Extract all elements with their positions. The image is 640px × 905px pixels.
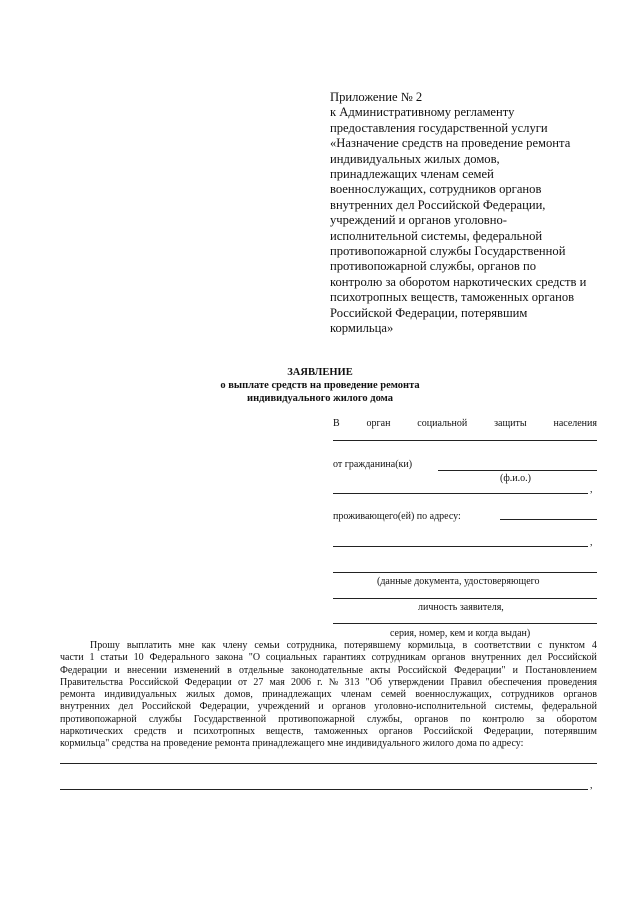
addressee-word: В bbox=[333, 418, 340, 429]
body-word: закона bbox=[215, 652, 243, 664]
body-word: с bbox=[537, 640, 543, 651]
body-word: как bbox=[201, 640, 216, 651]
body-line bbox=[60, 689, 597, 701]
body-word: учреждений bbox=[257, 701, 310, 713]
house-address-field[interactable] bbox=[60, 763, 597, 764]
body-word: сотрудников bbox=[501, 689, 554, 701]
body-word: сотрудника, bbox=[286, 640, 338, 651]
residence-label: проживающего(ей) по адресу: bbox=[333, 511, 461, 522]
body-word: семьи bbox=[254, 640, 280, 651]
body-word: уголовно-исполнительной bbox=[374, 701, 487, 713]
body-word: домов, bbox=[224, 689, 253, 701]
body-word: внутренних bbox=[60, 701, 111, 713]
body-word: Постановлением bbox=[525, 664, 597, 676]
document-subtitle-line: о выплате средств на проведение ремонта bbox=[220, 380, 420, 391]
body-word: контролю bbox=[482, 713, 525, 725]
body-word: и bbox=[318, 701, 324, 713]
body-word: службы, bbox=[366, 713, 403, 725]
id-document-field[interactable] bbox=[333, 598, 597, 599]
body-word: веществ, bbox=[265, 726, 304, 738]
addressee-word: социальной bbox=[417, 418, 468, 429]
body-word: таможенных bbox=[314, 726, 369, 738]
body-word: члену bbox=[222, 640, 248, 651]
id-document-hint: личность заявителя, bbox=[418, 602, 504, 613]
body-word: потерявшим bbox=[544, 726, 597, 738]
body-word: дел bbox=[118, 701, 134, 713]
body-word: законодательные bbox=[290, 664, 363, 676]
body-word: психотропных bbox=[193, 726, 256, 738]
appendix-line: индивидуальных жилых домов, bbox=[330, 151, 500, 166]
appendix-line: военнослужащих, сотрудников органов bbox=[330, 182, 542, 197]
document-subtitle-line: индивидуального жилого дома bbox=[247, 393, 393, 404]
body-word: органов bbox=[563, 689, 597, 701]
body-word: службы bbox=[148, 713, 182, 725]
body-word: семей bbox=[380, 689, 407, 701]
id-document-field[interactable] bbox=[333, 623, 597, 624]
body-word: в bbox=[227, 664, 232, 676]
body-word: Федерации" bbox=[454, 664, 506, 676]
comma: , bbox=[590, 537, 593, 548]
body-line bbox=[60, 640, 597, 652]
comma: , bbox=[590, 780, 593, 791]
fio-hint: (ф.и.о.) bbox=[500, 473, 531, 484]
body-word: органов bbox=[431, 652, 466, 664]
body-word: внесении bbox=[127, 664, 167, 676]
appendix-header bbox=[330, 90, 610, 337]
body-word: 10 bbox=[133, 652, 144, 664]
body-line bbox=[60, 726, 597, 738]
appendix-line: противопожарной службы Государственной bbox=[330, 244, 566, 259]
id-document-field[interactable] bbox=[333, 572, 597, 573]
body-word: Федерального bbox=[149, 652, 210, 664]
from-label: от гражданина(ки) bbox=[333, 459, 413, 470]
body-word: утверждении bbox=[388, 676, 445, 688]
body-word: внутренних bbox=[471, 652, 522, 664]
body-word: части bbox=[60, 652, 84, 664]
body-word: и bbox=[114, 664, 120, 676]
addressee-word: защиты bbox=[494, 418, 527, 429]
body-word: 1 bbox=[89, 652, 95, 664]
body-line bbox=[60, 652, 597, 664]
body-word: "О bbox=[248, 652, 261, 664]
body-word: сотрудникам bbox=[371, 652, 426, 664]
request-body bbox=[60, 640, 597, 751]
appendix-line: контролю за оборотом наркотических средств и bbox=[330, 274, 587, 289]
body-word: Прошу bbox=[90, 640, 120, 651]
body-word: "Об bbox=[365, 676, 383, 688]
appendix-line: принадлежащих членам семей bbox=[330, 167, 494, 182]
body-word: акты bbox=[370, 664, 391, 676]
body-word: членам bbox=[340, 689, 372, 701]
appendix-line: противопожарной службы, органов по bbox=[330, 259, 537, 274]
addressee-word: орган bbox=[366, 418, 391, 429]
body-line bbox=[60, 677, 597, 689]
body-word: Правительства bbox=[60, 676, 123, 688]
body-word: и bbox=[177, 726, 183, 738]
body-word: жилых bbox=[186, 689, 216, 701]
appendix-line: психотропных веществ, таможенных органов bbox=[330, 290, 575, 305]
body-word: 27 bbox=[253, 676, 264, 688]
body-word: и bbox=[512, 664, 519, 676]
body-word: органов bbox=[378, 726, 413, 738]
addressee-word: населения bbox=[553, 418, 597, 429]
body-word: за bbox=[536, 713, 545, 725]
id-document-hint: (данные документа, удостоверяющего bbox=[377, 576, 540, 587]
appendix-line: к Административному регламенту bbox=[330, 105, 515, 120]
body-line: кормильца" средства на проведение ремонта принадлежащего мне индивидуального жилого дома по адресу: bbox=[60, 738, 524, 750]
body-word: проведения bbox=[547, 676, 597, 688]
body-word: Российской bbox=[423, 726, 473, 738]
body-word: Российской bbox=[397, 664, 447, 676]
body-word: военнослужащих, bbox=[415, 689, 492, 701]
body-word: Правил bbox=[450, 676, 483, 688]
appendix-line: «Назначение средств на проведение ремонта bbox=[330, 136, 571, 151]
body-word: федеральной bbox=[541, 701, 597, 713]
body-word: принадлежащих bbox=[262, 689, 332, 701]
body-word: в bbox=[462, 640, 468, 651]
body-word: пунктом bbox=[549, 640, 585, 651]
body-word: органов bbox=[414, 713, 449, 725]
body-word: кормильца, bbox=[407, 640, 456, 651]
body-word: социальных bbox=[265, 652, 318, 664]
body-word: г. bbox=[317, 676, 323, 688]
body-word: Федерации bbox=[184, 676, 232, 688]
fio-field[interactable] bbox=[438, 470, 597, 471]
appendix-line: кормильца» bbox=[330, 321, 394, 336]
body-word: Федерации, bbox=[483, 726, 534, 738]
addressee-line bbox=[333, 418, 597, 429]
appendix-line: Российской Федерации, потерявшим bbox=[330, 305, 528, 320]
appendix-line: исполнительной системы, федеральной bbox=[330, 228, 543, 243]
document-title: ЗАЯВЛЕНИЕ bbox=[287, 367, 353, 378]
body-word: 4 bbox=[591, 640, 597, 651]
comma: , bbox=[590, 484, 593, 495]
body-word: индивидуальных bbox=[104, 689, 177, 701]
body-word: дел bbox=[527, 652, 542, 664]
body-word: № bbox=[328, 676, 339, 688]
address-field[interactable] bbox=[500, 519, 597, 520]
body-word: системы, bbox=[494, 701, 534, 713]
body-word: потерявшему bbox=[344, 640, 401, 651]
body-word: органов bbox=[332, 701, 366, 713]
body-word: мая bbox=[269, 676, 285, 688]
appendix-line: внутренних дел Российской Федерации, bbox=[330, 197, 546, 212]
body-word: мне bbox=[178, 640, 195, 651]
body-word: соответствии bbox=[474, 640, 531, 651]
body-line bbox=[60, 665, 597, 677]
appendix-line: предоставления государственной услуги bbox=[330, 120, 548, 135]
body-word: средств bbox=[134, 726, 167, 738]
appendix-line: Приложение № 2 bbox=[330, 90, 423, 104]
body-line bbox=[60, 714, 597, 726]
body-word: противопожарной bbox=[278, 713, 355, 725]
body-word: гарантиях bbox=[323, 652, 366, 664]
body-word: 2006 bbox=[290, 676, 311, 688]
address-field-continued[interactable] bbox=[333, 546, 588, 547]
body-line bbox=[60, 701, 597, 713]
body-word: выплатить bbox=[126, 640, 172, 651]
body-word: Федерации bbox=[60, 664, 108, 676]
body-word: Российской bbox=[129, 676, 179, 688]
fio-field-continued[interactable] bbox=[333, 493, 588, 494]
appendix-line: учреждений и органов уголовно- bbox=[330, 213, 507, 228]
body-word: статьи bbox=[100, 652, 128, 664]
body-word: обеспечения bbox=[488, 676, 542, 688]
body-word: 313 bbox=[344, 676, 360, 688]
body-word: отдельные bbox=[239, 664, 284, 676]
body-word: Российской bbox=[547, 652, 597, 664]
house-address-field-continued[interactable] bbox=[60, 789, 588, 790]
body-word: ремонта bbox=[60, 689, 96, 701]
body-word: Государственной bbox=[193, 713, 267, 725]
body-word: Российской bbox=[141, 701, 191, 713]
body-word: изменений bbox=[174, 664, 220, 676]
body-word: оборотом bbox=[556, 713, 597, 725]
body-word: противопожарной bbox=[60, 713, 137, 725]
body-word: от bbox=[237, 676, 248, 688]
body-word: по bbox=[460, 713, 471, 725]
blank-line[interactable] bbox=[333, 440, 597, 441]
body-word: Федерации, bbox=[199, 701, 250, 713]
id-document-hint: серия, номер, кем и когда выдан) bbox=[390, 628, 531, 639]
body-word: наркотических bbox=[60, 726, 124, 738]
